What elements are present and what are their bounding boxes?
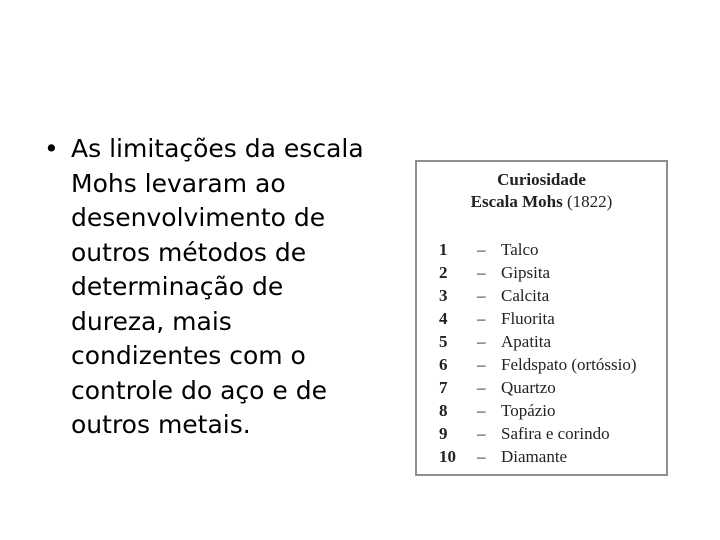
- bullet-line: Mohs levaram ao: [71, 168, 286, 198]
- bullet-line: condizentes com o: [71, 341, 306, 370]
- dash: –: [477, 401, 486, 420]
- bullet-line: controle do aço e de: [71, 375, 327, 405]
- dash: –: [477, 378, 486, 397]
- mineral-name: Safira e corindo: [501, 424, 610, 443]
- mineral-row: [439, 376, 664, 399]
- mineral-name: Topázio: [501, 401, 556, 420]
- mineral-row: [439, 422, 664, 445]
- mineral-name: Calcita: [501, 286, 550, 305]
- mineral-name: Diamante: [501, 447, 568, 466]
- hardness-number: 6: [439, 355, 448, 374]
- hardness-number: 3: [439, 286, 448, 305]
- subtitle-year: (1822): [562, 192, 613, 211]
- bullet-marker: •: [44, 134, 59, 163]
- hardness-number: 7: [439, 378, 448, 397]
- dash: –: [477, 332, 486, 351]
- bullet-line: As limitações da escala: [71, 134, 364, 163]
- mineral-row: [439, 445, 664, 468]
- mineral-row: [439, 307, 664, 330]
- bullet-line: desenvolvimento de: [71, 203, 326, 232]
- mineral-row: [439, 284, 664, 307]
- bullet-line: outros métodos de: [71, 237, 307, 267]
- subtitle-scale-name: Escala Mohs: [470, 192, 563, 211]
- hardness-number: 8: [439, 401, 448, 420]
- mineral-row: [439, 399, 664, 422]
- dash: –: [477, 355, 486, 374]
- figure-subtitle: [417, 192, 666, 212]
- hardness-number: 1: [439, 240, 448, 259]
- mineral-name: Gipsita: [501, 263, 551, 282]
- figure-title: Curiosidade: [497, 170, 586, 189]
- bullet-paragraph: [44, 132, 384, 443]
- mineral-row: [439, 238, 664, 261]
- dash: –: [477, 286, 486, 305]
- mineral-row: [439, 261, 664, 284]
- hardness-number: 9: [439, 424, 448, 443]
- mineral-list: [439, 238, 664, 468]
- dash: –: [477, 263, 486, 282]
- dash: –: [477, 424, 486, 443]
- mineral-name: Feldspato (ortóssio): [501, 355, 637, 374]
- mineral-name: Fluorita: [501, 309, 555, 328]
- mineral-row: [439, 353, 664, 376]
- bullet-text: [71, 132, 391, 443]
- dash: –: [477, 447, 486, 466]
- bullet-line: outros metais.: [71, 410, 251, 439]
- hardness-number: 2: [439, 263, 448, 282]
- bullet-line: dureza, mais: [71, 306, 232, 336]
- mineral-row: [439, 330, 664, 353]
- hardness-number: 10: [439, 447, 456, 466]
- bullet-line: determinação de: [71, 272, 284, 301]
- mineral-name: Talco: [501, 240, 539, 259]
- dash: –: [477, 240, 486, 259]
- dash: –: [477, 309, 486, 328]
- hardness-number: 4: [439, 309, 448, 328]
- mineral-name: Apatita: [501, 332, 552, 351]
- mohs-scale-figure: [415, 160, 668, 476]
- mineral-name: Quartzo: [501, 378, 556, 397]
- hardness-number: 5: [439, 332, 448, 351]
